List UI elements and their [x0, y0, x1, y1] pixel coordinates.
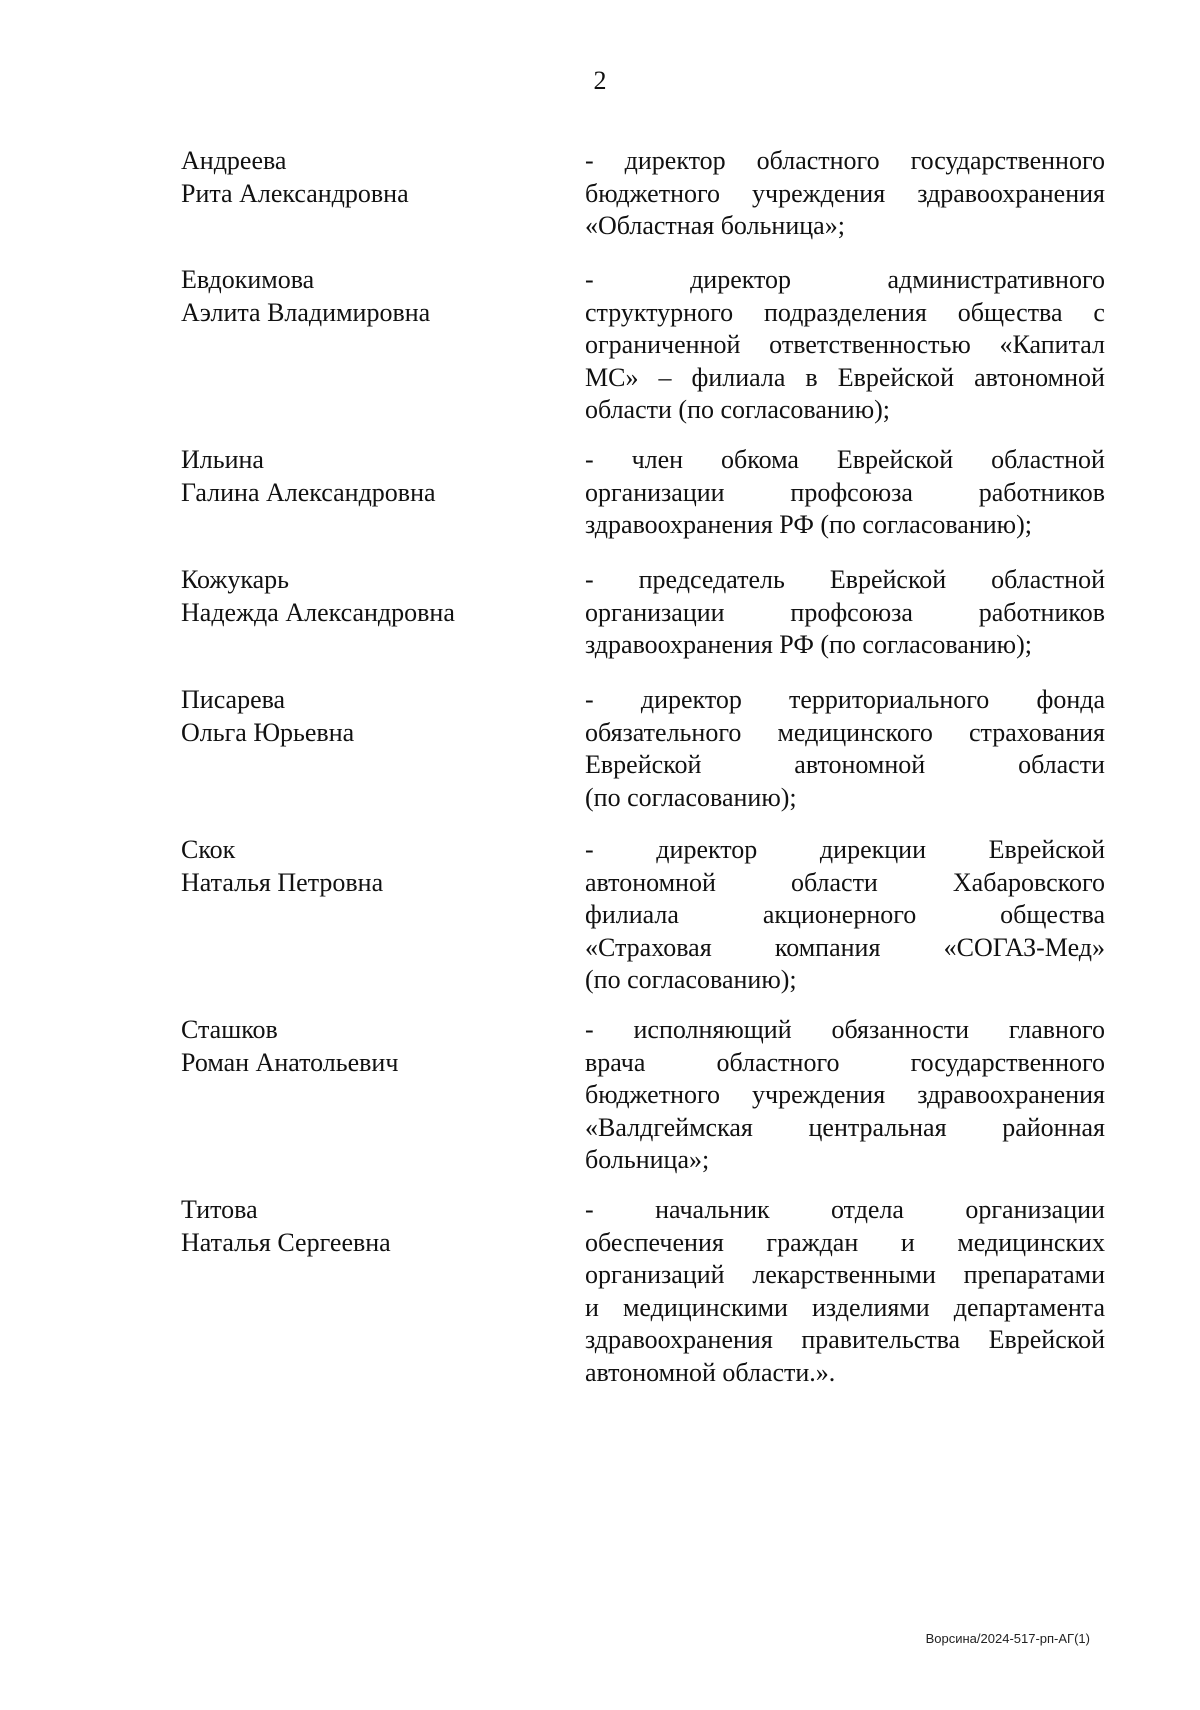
member-given-names: Аэлита Владимировна	[181, 297, 431, 327]
position-line: области (по согласованию);	[585, 395, 891, 424]
position-word: Хабаровского	[952, 867, 1105, 897]
position-word: Еврейской	[585, 750, 702, 779]
position-word: препаратами	[963, 1260, 1105, 1289]
member-given-names: Рита Александровна	[181, 178, 409, 208]
position-line	[585, 329, 1105, 362]
position-word: правительства	[801, 1325, 961, 1354]
position-word: Еврейской	[829, 565, 947, 594]
position-line	[585, 178, 1105, 211]
member-surname: Титова	[181, 1195, 258, 1224]
member-position	[585, 1194, 1105, 1389]
position-word: в	[805, 362, 818, 392]
position-word: районная	[1002, 1112, 1105, 1142]
member-given-names: Надежда Александровна	[181, 597, 455, 627]
member-surname: Кожукарь	[181, 565, 289, 594]
position-line	[585, 597, 1105, 630]
member-position	[585, 444, 1105, 542]
position-word: автономной	[585, 867, 716, 897]
position-word: лекарственными	[752, 1260, 936, 1289]
position-word: обкома	[721, 445, 799, 474]
position-line	[585, 297, 1105, 330]
member-surname: Андреева	[181, 146, 287, 175]
member-given-names: Наталья Петровна	[181, 867, 384, 897]
document-reference: Ворсина/2024-517-рп-АГ(1)	[925, 1631, 1090, 1646]
position-line	[585, 932, 1105, 965]
position-word: директор	[624, 146, 726, 175]
position-word: -	[585, 565, 594, 594]
position-word: департамента	[953, 1292, 1105, 1322]
position-word: страхования	[968, 717, 1105, 747]
position-word: профсоюза	[790, 597, 913, 627]
position-word: исполняющий	[633, 1015, 792, 1044]
position-line: (по согласованию);	[585, 965, 797, 994]
position-word: медицинского	[777, 717, 933, 747]
position-line	[585, 834, 1105, 867]
position-word: профсоюза	[790, 477, 913, 507]
position-line	[585, 1047, 1105, 1080]
member-position	[585, 564, 1105, 662]
position-line	[585, 1194, 1105, 1227]
member-name	[181, 684, 541, 749]
position-word: филиала	[691, 362, 786, 392]
position-line	[585, 1292, 1105, 1325]
member-surname: Ильина	[181, 445, 264, 474]
position-line	[585, 749, 1105, 782]
position-word: граждан	[766, 1227, 859, 1257]
position-line	[585, 362, 1105, 395]
position-word: -	[585, 1015, 594, 1044]
position-line	[585, 477, 1105, 510]
member-position	[585, 1014, 1105, 1177]
position-word: -	[585, 146, 594, 175]
position-word: директор	[640, 685, 742, 714]
position-word: области	[790, 867, 878, 897]
position-line: здравоохранения РФ (по согласованию);	[585, 630, 1032, 659]
position-word: областного	[756, 146, 880, 175]
position-word: государственного	[910, 146, 1105, 175]
position-word: филиала	[585, 900, 679, 929]
position-word: акционерного	[762, 900, 917, 929]
member-position	[585, 684, 1105, 814]
position-word: обязательного	[585, 717, 742, 747]
position-word: подразделения	[764, 297, 927, 327]
position-word: начальник	[655, 1195, 770, 1224]
position-word: структурного	[585, 297, 734, 327]
position-word: медицинскими	[622, 1292, 788, 1322]
position-word: главного	[1008, 1015, 1105, 1044]
member-name	[181, 564, 541, 629]
position-line: «Областная больница»;	[585, 211, 845, 240]
position-word: «Капитал	[999, 330, 1105, 359]
member-position	[585, 145, 1105, 243]
position-line	[585, 1079, 1105, 1112]
member-name	[181, 264, 541, 329]
member-given-names: Ольга Юрьевна	[181, 717, 355, 747]
position-word: -	[585, 685, 594, 714]
position-word: организации	[965, 1195, 1105, 1224]
position-line	[585, 899, 1105, 932]
position-word: «СОГАЗ-Мед»	[943, 932, 1105, 962]
position-line	[585, 1014, 1105, 1047]
position-word: -	[585, 445, 594, 474]
position-word: государственного	[910, 1047, 1105, 1077]
position-word: областной	[991, 565, 1105, 594]
position-word: здравоохранения	[917, 1080, 1105, 1109]
position-word: дирекции	[819, 835, 926, 864]
position-line	[585, 1324, 1105, 1357]
position-word: обязанности	[831, 1015, 970, 1044]
position-line	[585, 1112, 1105, 1145]
position-word: бюджетного	[585, 1080, 721, 1109]
member-name	[181, 1194, 541, 1259]
position-word: -	[585, 265, 594, 294]
position-word: организации	[585, 597, 725, 627]
member-surname: Евдокимова	[181, 265, 315, 294]
position-word: учреждения	[752, 1080, 886, 1109]
position-line	[585, 684, 1105, 717]
position-line: автономной области.».	[585, 1357, 836, 1387]
position-word: изделиями	[812, 1292, 930, 1322]
position-line	[585, 1227, 1105, 1260]
position-word: работников	[978, 597, 1105, 627]
position-word: директор	[690, 265, 792, 294]
member-given-names: Роман Анатольевич	[181, 1047, 399, 1077]
position-word: МС»	[585, 362, 639, 392]
position-word: автономной	[974, 362, 1105, 392]
member-surname: Скок	[181, 835, 236, 864]
position-word: здравоохранения	[585, 1325, 773, 1354]
position-word: обеспечения	[585, 1227, 724, 1257]
position-word: автономной	[794, 750, 926, 779]
position-word: организации	[585, 477, 725, 507]
member-position	[585, 834, 1105, 997]
member-surname: Сташков	[181, 1015, 278, 1044]
position-word: и	[585, 1292, 599, 1322]
position-word: административного	[887, 265, 1105, 294]
position-word: врача	[585, 1047, 646, 1077]
position-line	[585, 145, 1105, 178]
position-word: областной	[991, 445, 1105, 474]
member-name	[181, 145, 541, 210]
page-number: 2	[593, 66, 607, 95]
position-line	[585, 717, 1105, 750]
member-name	[181, 1014, 541, 1079]
position-word: общества	[957, 297, 1063, 327]
position-word: Еврейской	[988, 1325, 1105, 1354]
position-word: Еврейской	[836, 445, 954, 474]
position-word: и	[900, 1227, 915, 1257]
position-word: территориального	[789, 685, 990, 714]
position-line: больница»;	[585, 1145, 710, 1174]
position-word: –	[658, 362, 672, 392]
position-word: бюджетного	[585, 178, 721, 208]
position-line	[585, 867, 1105, 900]
position-word: фонда	[1036, 685, 1105, 714]
position-word: ограниченной	[585, 330, 741, 359]
position-word: учреждения	[752, 178, 886, 208]
position-word: общества	[1000, 900, 1105, 929]
position-word: областного	[716, 1047, 840, 1077]
position-word: компания	[774, 932, 881, 962]
position-word: «Валдгеймская	[585, 1112, 753, 1142]
position-word: Еврейской	[988, 835, 1105, 864]
position-line	[585, 264, 1105, 297]
position-word: Еврейской	[837, 362, 955, 392]
member-position	[585, 264, 1105, 427]
position-word: член	[631, 445, 684, 474]
position-line	[585, 444, 1105, 477]
position-word: председатель	[638, 565, 785, 594]
position-word: организаций	[585, 1260, 725, 1289]
position-line: здравоохранения РФ (по согласованию);	[585, 510, 1032, 539]
member-name	[181, 444, 541, 509]
position-word: -	[585, 1195, 594, 1224]
member-name	[181, 834, 541, 899]
position-word: с	[1093, 297, 1105, 327]
member-given-names: Наталья Сергеевна	[181, 1227, 391, 1257]
position-word: ответственностью	[769, 330, 971, 359]
position-word: работников	[978, 477, 1105, 507]
position-word: «Страховая	[585, 932, 712, 962]
position-word: отдела	[831, 1195, 904, 1224]
position-word: -	[585, 835, 594, 864]
position-line: (по согласованию);	[585, 782, 797, 812]
position-word: центральная	[808, 1112, 947, 1142]
position-word: здравоохранения	[917, 178, 1105, 208]
position-word: медицинских	[957, 1227, 1105, 1257]
member-given-names: Галина Александровна	[181, 477, 436, 507]
position-word: директор	[656, 835, 758, 864]
member-surname: Писарева	[181, 685, 286, 714]
position-word: области	[1018, 750, 1105, 779]
position-line	[585, 564, 1105, 597]
position-line	[585, 1259, 1105, 1292]
